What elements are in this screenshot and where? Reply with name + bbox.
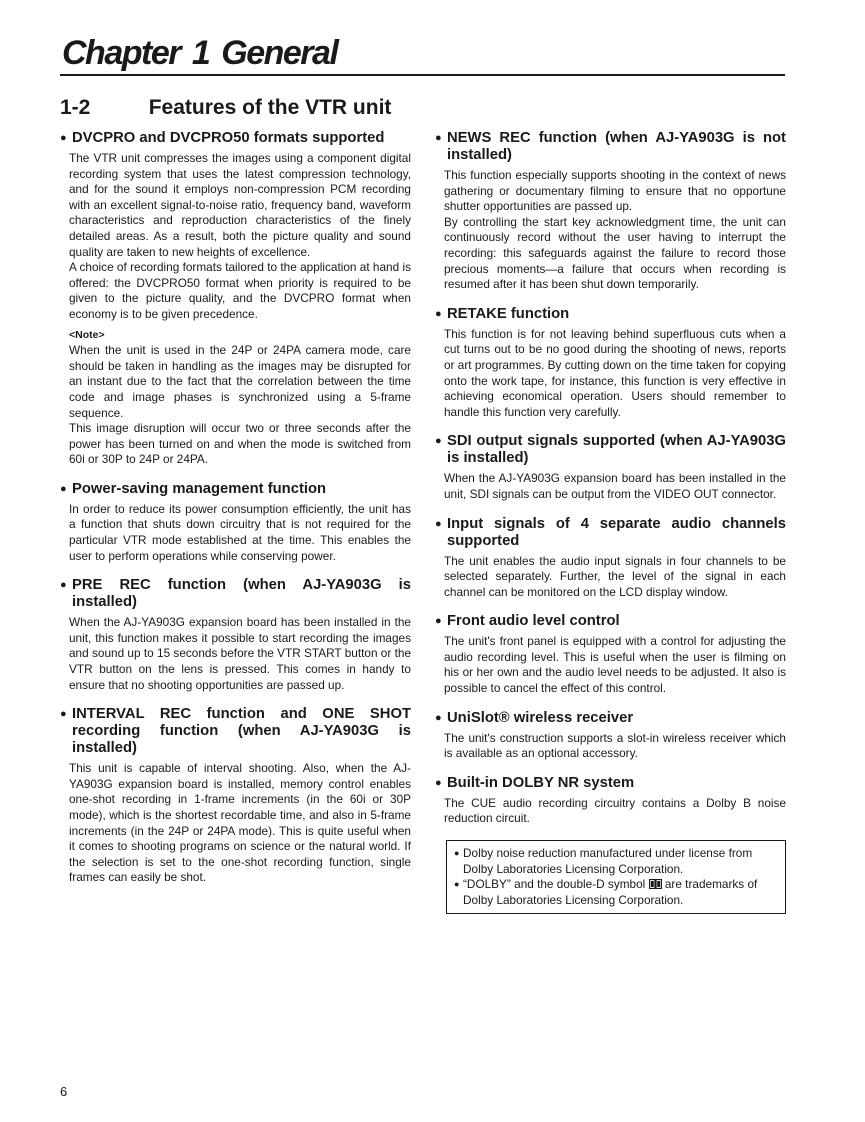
feature-heading: ● Built-in DOLBY NR system: [435, 774, 635, 791]
bullet-icon: ●: [435, 711, 442, 724]
feature-front-audio-level: [435, 613, 786, 696]
feature-body: [435, 168, 786, 293]
feature-heading: ● INTERVAL REC function and ONE SHOT recording function (when AJ-YA903G is installed): [60, 706, 411, 757]
left-column: [60, 130, 411, 899]
bullet-icon: ●: [435, 517, 442, 530]
paragraph: The CUE audio recording circuitry contains a Dolby B noise reduction circuit.: [444, 795, 786, 826]
right-column: [435, 130, 786, 914]
bullet-icon: ●: [435, 435, 442, 448]
bullet-icon: ●: [60, 708, 67, 721]
trademark-line: ● “DOLBY” and the double-D symbol are trademarks of Dolby Laboratories Licensing Corporation.: [454, 877, 758, 907]
feature-heading: ● SDI output signals supported (when AJ-YA903G is installed): [435, 433, 786, 467]
feature-audio-channels: [435, 516, 786, 601]
paragraph: The unit's front panel is equipped with a control for adjusting the audio recording level. This is useful when the user is filming on his or her own and the audio level needs to be adjusted. It also is possible to cancel the effect of this control.: [444, 634, 786, 696]
feature-heading: ● RETAKE function: [435, 305, 570, 322]
feature-body: [60, 502, 411, 564]
feature-news-rec: [435, 130, 786, 293]
bullet-icon: ●: [60, 132, 67, 144]
feature-power-saving: [60, 481, 411, 564]
paragraph: In order to reduce its power consumption efficiently, the unit has a function that shuts down circuitry that is not required for the particular VTR mode established at the time. This enables the user to perform operations while conserving power.: [69, 501, 411, 563]
feature-heading: ● Input signals of 4 separate audio channels supported: [435, 515, 786, 549]
feature-heading: ● DVCPRO and DVCPRO50 formats supported: [60, 130, 385, 146]
feature-body: [60, 761, 411, 886]
feature-body: [60, 615, 411, 693]
feature-pre-rec: [60, 577, 411, 693]
paragraph: This function especially supports shooting in the context of news gathering or documentary filming to ensure that no opportune shutter opportunities are passed up.: [444, 168, 786, 214]
bullet-icon: ●: [435, 307, 442, 320]
note-paragraph: When the unit is used in the 24P or 24PA camera mode, care should be taken in handling as the images may be disrupted for an instant due to the fact that the correlation between the time code and image phases is synchronized using a 5-frame sequence.: [69, 343, 411, 420]
feature-retake: [435, 306, 786, 421]
bullet-icon: ●: [60, 579, 67, 592]
trademark-box: [446, 840, 786, 914]
feature-body: [435, 471, 786, 502]
paragraph: The VTR unit compresses the images using a component digital recording system that uses the latest compression technology, and for the sound it employs non-compression PCM recording with an excellent signal-to-noise ratio, frequency band, waveform characteristics and reproduction characteristics of the finely detailed areas. As a result, both the picture quality and sound quality are taken to new heights of excellence.: [69, 151, 411, 259]
feature-dvcpro-formats: [60, 130, 411, 468]
chapter-title: Chapter 1 General: [62, 34, 338, 72]
feature-body: [60, 151, 411, 468]
page-number: 6: [60, 1084, 68, 1099]
section-number: 1-2: [60, 96, 91, 119]
feature-body: [435, 634, 786, 696]
feature-dolby-nr: [435, 775, 786, 827]
paragraph: When the AJ-YA903G expansion board has been installed in the unit, SDI signals can be output from the VIDEO OUT connector.: [444, 471, 786, 501]
paragraph: A choice of recording formats tailored to the application at hand is offered: the DVCPRO50 format when priority is required to be given to the picture quality, and the DVCPRO format when economy is to be given precedence.: [69, 260, 411, 321]
bullet-icon: ●: [435, 615, 442, 628]
double-d-icon: [649, 879, 662, 889]
paragraph: This function is for not leaving behind superfluous cuts when a cut turns out to be no good during the shooting of news, reports or art programmes. By cutting down on the time taken for copying onto the work tape, for instance, this function is very effective in achieving economical operation. Users should remember to handle this function very carefully.: [444, 326, 786, 419]
feature-body: [435, 796, 786, 827]
bullet-icon: ●: [435, 132, 442, 144]
feature-heading: ● Power-saving management function: [60, 480, 327, 497]
paragraph: The unit enables the audio input signals in four channels to be selected separately. Further, the level of the signal in each channel can be monitored on the LCD display window.: [444, 553, 786, 599]
note-label: <Note>: [69, 328, 105, 341]
bullet-icon: ●: [454, 879, 460, 890]
section-heading: Features of the VTR unit: [148, 96, 392, 119]
feature-heading: ● UniSlot® wireless receiver: [435, 709, 634, 726]
feature-body: [435, 327, 786, 421]
section-title: [60, 94, 391, 122]
note-paragraph: This image disruption will occur two or three seconds after the power has been turned on and when the mode is switched from 60i or 30P to 24P or 24PA.: [69, 421, 411, 467]
feature-body: [435, 731, 786, 762]
chapter-rule: [60, 74, 785, 76]
feature-sdi-output: [435, 433, 786, 502]
feature-body: [435, 554, 786, 601]
bullet-icon: ●: [435, 776, 442, 789]
bullet-icon: ●: [454, 848, 460, 859]
feature-heading: ● Front audio level control: [435, 613, 620, 630]
feature-heading: ● PRE REC function (when AJ-YA903G is installed): [60, 577, 411, 611]
bullet-icon: ●: [60, 482, 67, 495]
paragraph: By controlling the start key acknowledgment time, the unit can continuously record without the user having to interrupt the recording: this safeguards against the failure to record those precious moments—a failure that occurs when recording is resumed after it has been shut down temporarily.: [444, 214, 786, 292]
trademark-line: ● Dolby noise reduction manufactured under license from Dolby Laboratories Licensing Corporation.: [454, 846, 753, 876]
paragraph: When the AJ-YA903G expansion board has been installed in the unit, this function makes it possible to start recording the images and sound up to 15 seconds before the VTR START button or the VTR button on the lens is pressed. This comes in handy to ensure that no shooting opportunities are passed up.: [69, 615, 411, 692]
paragraph: The unit's construction supports a slot-in wireless receiver which is available as an optional accessory.: [444, 730, 786, 761]
feature-heading: ● NEWS REC function (when AJ-YA903G is not installed): [435, 130, 786, 163]
paragraph: This unit is capable of interval shooting. Also, when the AJ-YA903G expansion board is installed, memory control enables one-shot recording in 1-frame increments (in the 60i or 30P mode), which is the shortest recordable time, and also in 5-frame increments (in the 24P or 24PA mode). This is quite useful when it comes to shooting programs on science or the natural world. If the selection is set to the one-shot recording function, single frames can easily be shot.: [69, 761, 411, 885]
feature-interval-rec: [60, 706, 411, 886]
feature-unislot: [435, 710, 786, 762]
